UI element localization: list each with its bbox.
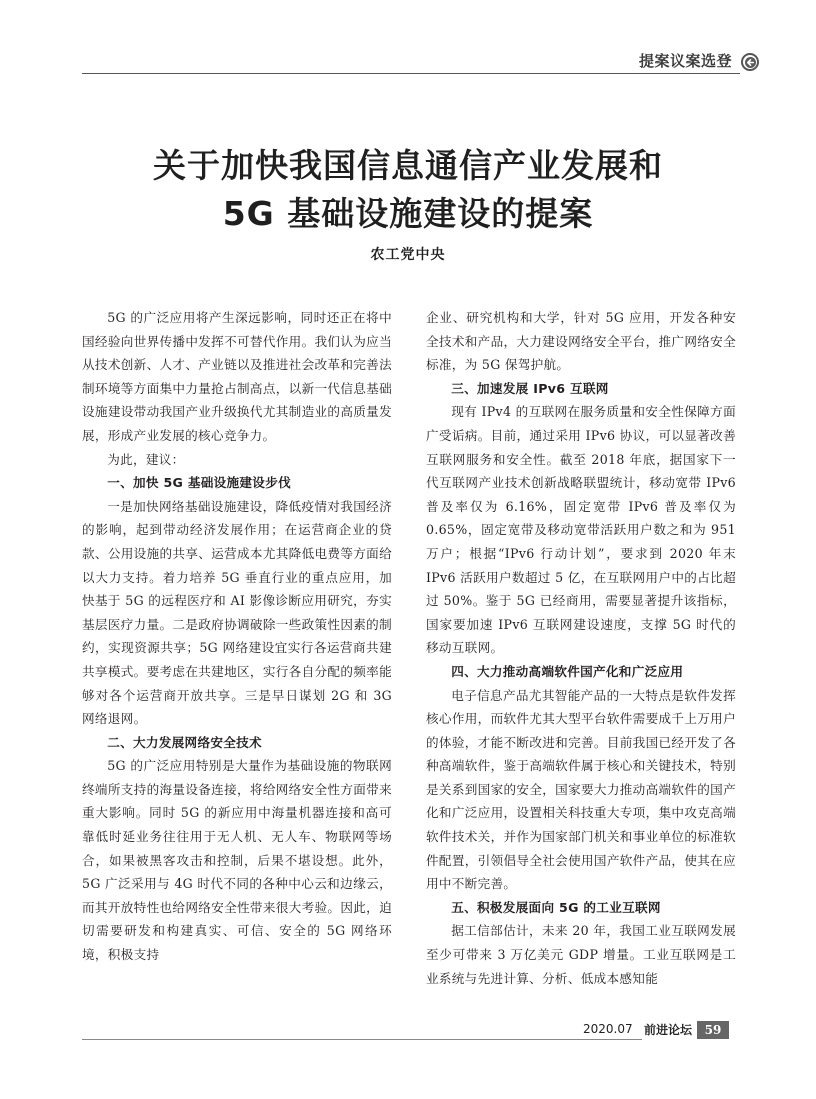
section-heading: 五、积极发展面向 5G 的工业互联网 [451,899,661,915]
paragraph: 5G 的广泛应用特别是大量作为基础设施的物联网终端所支持的海量设备连接，将给网络安全性方面带来重大影响。同时 5G 的新应用中海量机器连接和高可靠低时延业务往往用于无人机、无人车、物联网等场合，如果被黑客攻击和控制，后果不堪设想。此外，5G 广泛采用与 4G 时代不同的各种中心云和边缘云，而其开放特性也给网络安全性带来很大考验。因此，迫切需要研发和构建真实、可信、安全的 5G 网络环境，积极支持 [82,758,392,963]
paragraph: 电子信息产品尤其智能产品的一大特点是软件发挥核心作用，而软件尤其大型平台软件需要成千上万用户的体验，才能不断改进和完善。目前我国已经开发了各种高端软件，鉴于高端软件属于核心和关键技术，特别是关系到国家的安全，国家要大力推动高端软件的国产化和广泛应用，设置相关科技重大专项，集中攻克高端软件技术关，并作为国家部门机关和事业单位的标准软件配置，引领倡导全社会使用国产软件产品，使其在应用中不断完善。 [426,687,736,892]
issue-date: 2020.07 [583,1022,633,1036]
paragraph: 据工信部估计，未来 20 年，我国工业互联网发展至少可带来 3 万亿美元 GDP 增量。工业互联网是工业系统与先进计算、分析、低成本感知能 [426,923,736,986]
circled-left-arrow-icon [741,53,759,71]
article-title-line-2: 5G 基础设施建设的提案 [222,194,594,233]
journal-name: 前进论坛 [644,1023,693,1037]
paragraph: 为此，建议： [107,451,185,467]
article-author: 农工党中央 [370,247,446,263]
paragraph: 现有 IPv4 的互联网在服务质量和安全性保障方面广受诟病。目前，通过采用 IPv6 协议，可以显著改善互联网服务和安全性。截至 2018 年底，据国家下一代互联网产业技术创新战略联盟统计，移动宽带 IPv6 普及率仅为 6.16%，固定宽带 IPv6 普及率仅为 0.65%，固定宽带及移动宽带活跃用户数之和为 951 万户；根据“IPv6 行动计划”，要求到 2020 年末 IPv6 活跃用户数超过 5 亿，在互联网用户中的占比超过 50%。鉴于 5G 已经商用，需要显著提升该指标，国家要加速 IPv6 互联网建设速度，支撑 5G 时代的移动互联网。 [426,404,736,656]
arrow-left-icon [746,58,755,67]
header-rule [82,73,740,74]
article-title-line-1: 关于加快我国信息通信产业发展和 [153,146,663,185]
paragraph: 5G 的广泛应用将产生深远影响，同时还正在将中国经验向世界传播中发挥不可替代作用。我们认为应当从技术创新、人才、产业链以及推进社会改革和完善法制环境等方面集中力量抢占制高点，以新一代信息基础设施建设带动我国产业升级换代尤其制造业的高质量发展，形成产业发展的核心竞争力。 [82,310,392,443]
section-heading: 三、加速发展 IPv6 互联网 [451,380,609,396]
paragraph-continued: 企业、研究机构和大学，针对 5G 应用，开发各种安全技术和产品，大力建设网络安全平台，推广网络安全标准，为 5G 保驾护航。 [426,310,736,373]
page-number: 59 [697,1021,729,1039]
left-column [82,306,392,967]
section-heading: 二、大力发展网络安全技术 [107,734,262,750]
paragraph: 一是加快网络基础设施建设，降低疫情对我国经济的影响，起到带动经济发展作用；在运营商企业的贷款、公用设施的共享、运营成本尤其降低电费等方面给以大力支持。着力培养 5G 垂直行业的重点应用，加快基于 5G 的远程医疗和 AI 影像诊断应用研究，夯实基层医疗力量。二是政府协调破除一些政策性因素的制约，实现资源共享；5G 网络建设宜实行各运营商共建共享模式。要考虑在共建地区，实行各自分配的频率能够对各个运营商开放共享。三是早日谋划 2G 和 3G 网络退网。 [82,498,392,727]
section-label: 提案议案选登 [638,52,732,70]
right-column [426,306,736,990]
section-heading: 四、大力推动高端软件国产化和广泛应用 [451,663,684,679]
footer-rule [82,1039,642,1040]
section-heading: 一、加快 5G 基础设施建设步伐 [107,475,291,491]
